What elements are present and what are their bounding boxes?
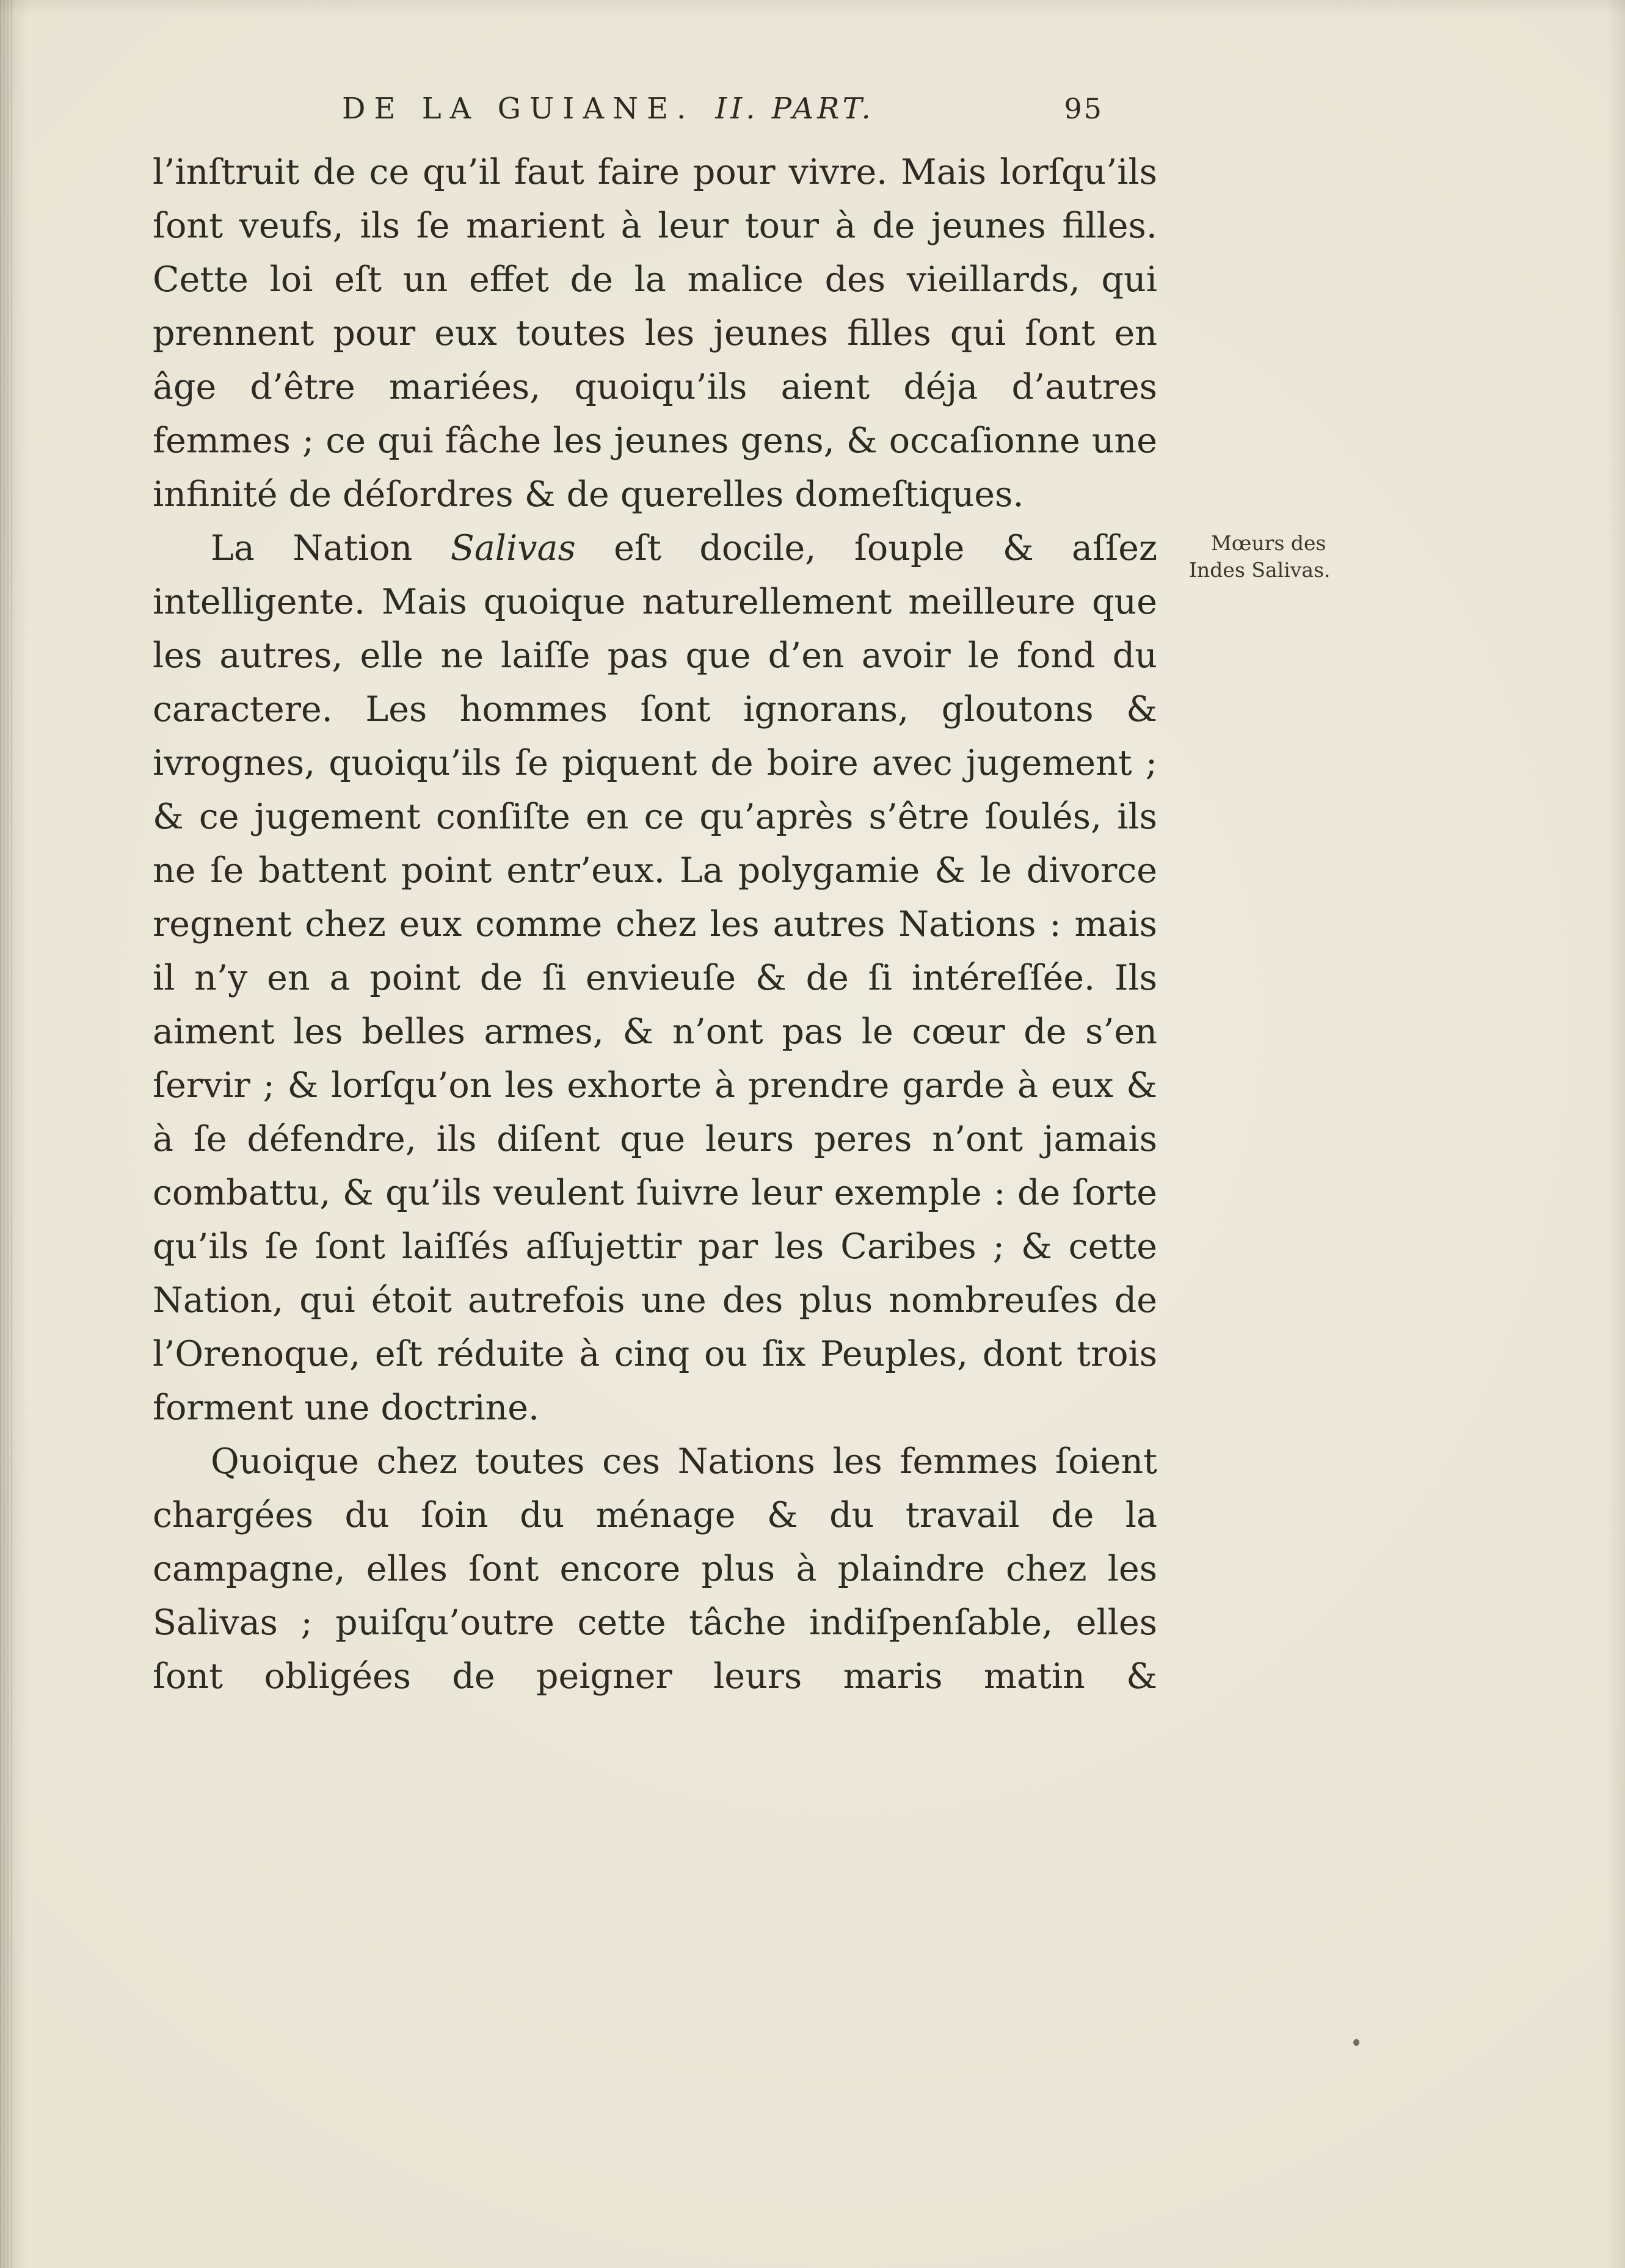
margin-note-line-1: Mœurs des xyxy=(1211,531,1326,555)
text-column xyxy=(153,92,1331,1703)
paragraph-1: l’inſtruit de ce qu’il faut faire pour vivre. Mais lorſqu’ils ſont veufs, ils ſe marient à leur tour à de jeunes filles. Cette loi eſt un effet de la malice des vieillards, qui prennent pour eux toutes les jeunes filles qui ſont en âge d’être mariées, quoiqu’ils aient déja d’autres femmes ; ce qui fâche les jeunes gens, & occaſionne une infinité de déſordres & de querelles domeſtiques. xyxy=(153,152,1157,515)
nation-name-italic: Salivas xyxy=(450,528,576,568)
ink-speck xyxy=(1353,2039,1359,2046)
margin-note xyxy=(1189,530,1403,584)
paragraph-2-wrap xyxy=(153,521,1331,1435)
margin-note-line-2: Indes Salivas. xyxy=(1189,558,1331,582)
page-header xyxy=(153,92,1157,131)
paragraph-2 xyxy=(153,521,1157,1435)
paragraph-2-run-1: La Nation xyxy=(211,528,451,568)
paragraph-3: Quoique chez toutes ces Nations les femmes ſoient chargées du ſoin du ménage & du travail de la campagne, elles ſont encore plus à plaindre chez les Salivas ; puiſqu’outre cette tâche indiſpenſable, elles ſont obligées de peigner leurs maris matin & xyxy=(153,1441,1157,1697)
running-title-part: II. PART. xyxy=(715,92,874,126)
paragraph-2-run-2: eſt docile, ſouple & aſſez intelligente. Mais quoique naturellement meilleure que les autres, elle ne laiſſe pas que d’en avoir le fond du caractere. Les hommes ſont ignorans, gloutons & ivrognes, quoiqu’ils ſe piquent de boire avec jugement ; & ce jugement conſiſte en ce qu’après s’être ſoulés, ils ne ſe battent point entr’eux. La polygamie & le divorce regnent chez eux comme chez les autres Nations : mais il n’y en a point de ſi envieuſe & de ſi intéreſſée. Ils aiment les belles armes, & n’ont pas le cœur de s’en ſervir ; & lorſqu’on les exhorte à prendre garde à eux & à ſe défendre, ils diſent que leurs peres n’ont jamais combattu, & qu’ils veulent ſuivre leur exemple : de ſorte qu’ils ſe ſont laiſſés aſſujettir par les Caribes ; & cette Nation, qui étoit autrefois une des plus nombreuſes de l’Orenoque, eſt réduite à cinq ou ſix Peuples, dont trois forment une doctrine. xyxy=(153,528,1157,1428)
body-text xyxy=(153,145,1331,1703)
running-title: DE LA GUIANE. xyxy=(342,92,695,126)
page-number: 95 xyxy=(1064,92,1103,125)
